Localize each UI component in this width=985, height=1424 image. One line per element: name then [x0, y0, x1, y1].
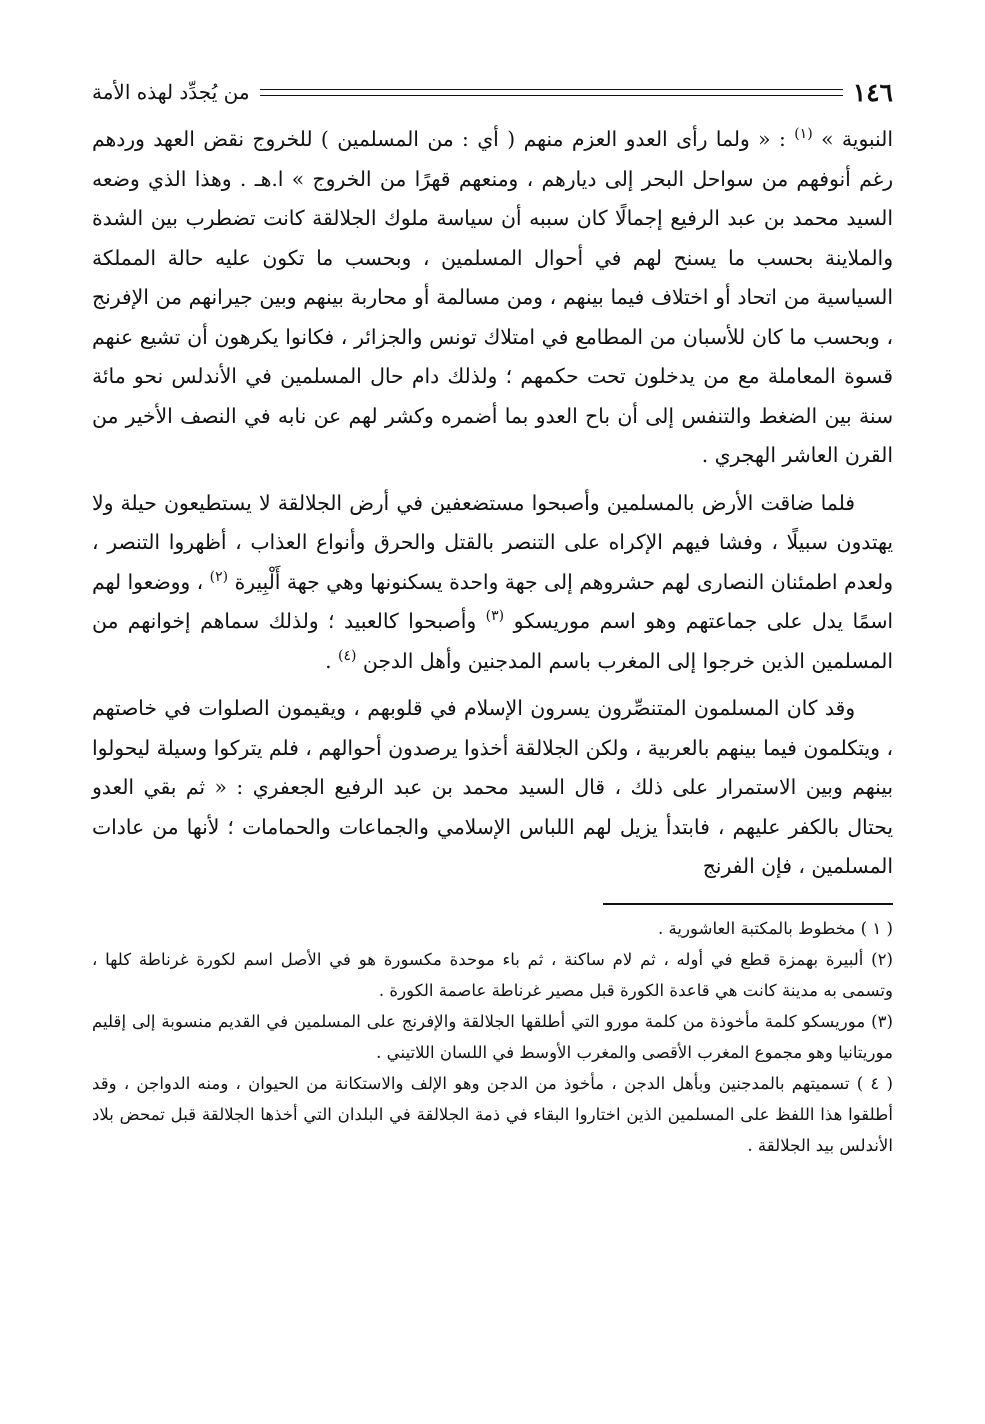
footnote-ref-2: (٢)	[209, 568, 229, 585]
paragraph-1	[92, 120, 893, 476]
footnote-ref-3: (٣)	[485, 608, 505, 625]
footnote-3: (٣) موريسكو كلمة مأخوذة من كلمة مورو التي أطلقها الجلالقة والإفرنج على المسلمين في القديم منسوبة إلى إقليم موريتانيا وهو مجموع المغرب الأقصى والمغرب الأوسط في اللسان اللاتيني .	[92, 1011, 893, 1062]
text-run: وقد كان المسلمون المتنصِّرون يسرون الإسلام في قلوبهم ، ويقيمون الصلوات في خاصتهم ، ويتكلمون فيما بينهم بالعربية ، ولكن الجلالقة أخذوا يرصدون أحوالهم ، فلم يتركوا وسيلة ليحولوا بينهم وبين الاستمرار على ذلك ، قال السيد محمد بن عبد الرفيع الجعفري : « ثم بقي العدو يحتال بالكفر عليهم ، فابتدأ يزيل لهم اللباس الإسلامي والجماعات والحمامات ؛ لأنها من عادات المسلمين ، فإن الفرنج	[92, 696, 893, 878]
book-page	[92, 70, 893, 1364]
running-title: من يُجدِّد لهذه الأمة	[92, 80, 250, 104]
footnotes	[92, 913, 893, 1161]
footnote-1: ( ١ ) مخطوط بالمكتبة العاشورية .	[657, 918, 893, 938]
text-run: ، ووضعوا لهم اسمًا يدل على جماعتهم وهو اسم موريسكو	[92, 569, 894, 633]
paragraph-3	[92, 689, 893, 887]
header-double-rule	[260, 89, 843, 96]
running-header	[92, 70, 893, 114]
text-run: فلما ضاقت الأرض بالمسلمين وأصبحوا مستضعفين في أرض الجلالقة لا يستطيعون حيلة ولا يهتدون سبيلًا ، وفشا فيهم الإكراه على التنصر بالقتل والحرق وأنواع العذاب ، أظهروا التنصر ، ولعدم اطمئنان النصارى لهم حشروهم إلى جهة واحدة يسكنونها وهي جهة أَلْبِيرة	[92, 490, 893, 594]
footnote-separator	[603, 903, 893, 905]
page-number: ١٤٦	[852, 77, 893, 107]
text-run: وأصبحوا كالعبيد ؛ ولذلك سماهم إخوانهم من المسلمين الذين خرجوا إلى المغرب باسم المدجنين وأهل الدجن	[92, 609, 893, 673]
text-run: : « ولما رأى العدو العزم منهم ( أي : من المسلمين ) للخروج نقض العهد وردهم رغم أنوفهم من سواحل البحر إلى ديارهم ، ومنعهم قهرًا من الخروج » ا.هـ . وهذا الذي وضعه السيد محمد بن عبد الرفيع إجمالًا كان سببه أن سياسة ملوك الجلالقة كانت تضطرب بين الشدة والملاينة بحسب ما يسنح لهم في أحوال المسلمين ، وبحسب ما تكون عليه حالة المملكة السياسية من اتحاد أو اختلاف فيما بينهم ، ومن مسالمة أو محاربة بينهم وبين جيرانهم من الإفرنج ، وبحسب ما كان للأسبان من المطامع في امتلاك تونس والجزائر ، فكانوا يكرهون أن تشيع عنهم قسوة المعاملة مع من يدخلون تحت حكمهم ؛ ولذلك دام حال المسلمين في الأندلس نحو مائة سنة بين الضغط والتنفس إلى أن باح العدو بما أضمره وكشر لهم عن نابه في النصف الأخير من القرن العاشر الهجري .	[92, 127, 893, 467]
text-run: .	[325, 648, 338, 673]
footnote-ref-4: (٤)	[337, 647, 357, 664]
footnote-2: (٢) ألبيرة بهمزة قطع في أوله ، ثم لام ساكنة ، ثم باء موحدة مكسورة هو في الأصل اسم لكورة غرناطة كلها ، وتسمى به مدينة كانت هي قاعدة الكورة قبل مصير غرناطة عاصمة الكورة .	[92, 949, 893, 1000]
footnote-4: ( ٤ ) تسميتهم بالمدجنين وبأهل الدجن ، مأخوذ من الدجن وهو الإلف والاستكانة من الحيوان ، ومنه الدواجن ، وقد أطلقوا هذا اللفظ على المسلمين الذين اختاروا البقاء في ذمة الجلالقة في البلدان التي أخذها الجلالقة قبل تمحض بلاد الأندلس بيد الجلالقة .	[92, 1073, 894, 1155]
footnote-ref-1: (١)	[794, 126, 813, 143]
text-run: النبوية »	[812, 127, 893, 151]
paragraph-2	[92, 484, 893, 682]
main-text	[92, 120, 893, 887]
